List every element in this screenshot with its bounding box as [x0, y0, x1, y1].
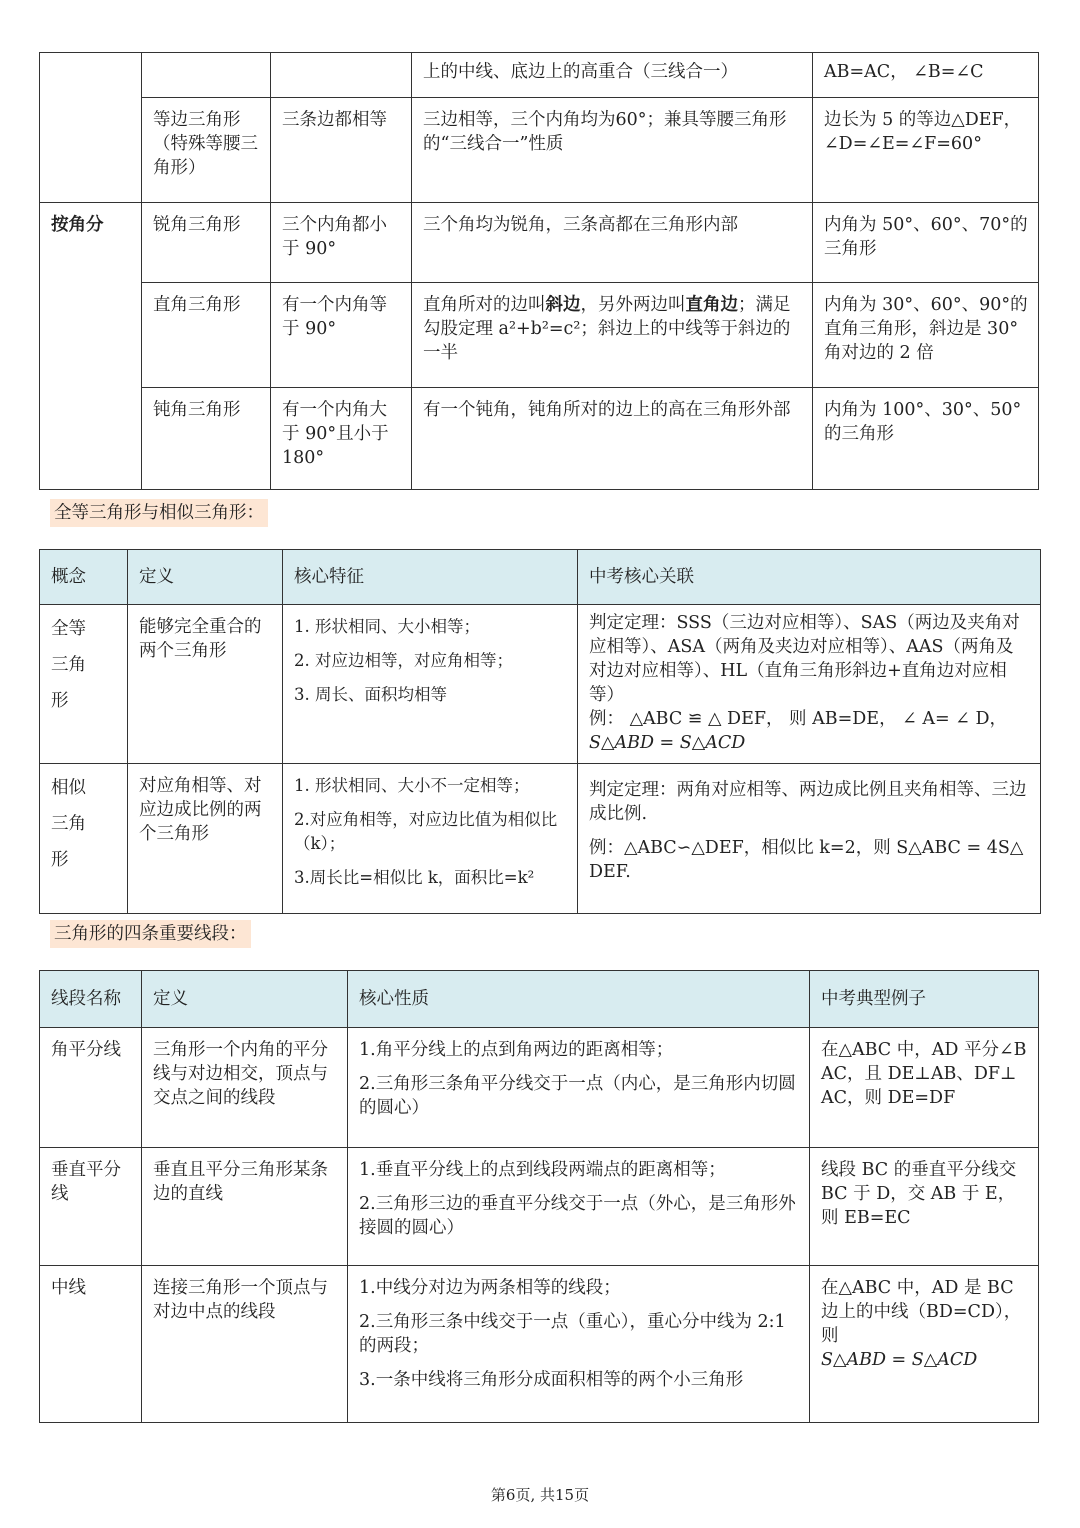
definition-cell: 有一个内角等于 90°: [271, 283, 412, 388]
definition-cell: 连接三角形一个顶点与对边中点的线段: [142, 1266, 348, 1423]
leg-term: 直角边: [685, 295, 738, 315]
exam-link-cell: 判定定理：SSS（三边对应相等）、SAS（两边及夹角对应相等）、ASA（两角及夹边对应相等）、AAS（两角及对边对应相等）、HL（直角三角形斜边+直角边对应相等） 例： △ABC ≌ △ DEF， 则 AB=DE， ∠ A= ∠ D， S△ABD = S△ACD: [578, 605, 1041, 764]
example-cell: 边长为 5 的等边△DEF，∠D=∠E=∠F=60°: [813, 98, 1039, 203]
property-cell: 上的中线、底边上的高重合（三线合一）: [412, 53, 813, 98]
properties-cell: 1.角平分线上的点到角两边的距离相等； 2.三角形三条角平分线交于一点（内心，是三角形内切圆的圆心）: [348, 1028, 810, 1148]
example-cell: 内角为 50°、60°、70°的三角形: [813, 203, 1039, 283]
area-formula: S△ABD = S△ACD: [589, 733, 746, 753]
property-cell: 直角所对的边叫斜边，另外两边叫直角边；满足勾股定理 a²+b²=c²；斜边上的中线等于斜边的一半: [412, 283, 813, 388]
definition-cell: 三角形一个内角的平分线与对边相交，顶点与交点之间的线段: [142, 1028, 348, 1148]
type-name-cell: 等边三角形（特殊等腰三角形）: [142, 98, 271, 203]
congruent-similar-table: [39, 549, 1041, 914]
header-definition: 定义: [142, 971, 348, 1028]
header-exam-link: 中考核心关联: [578, 550, 1041, 605]
property-cell: 三边相等，三个内角均为60°；兼具等腰三角形的“三线合一”性质: [412, 98, 813, 203]
header-features: 核心特征: [283, 550, 578, 605]
section-heading-congruent-similar: 全等三角形与相似三角形：: [50, 499, 268, 527]
header-examples: 中考典型例子: [810, 971, 1039, 1028]
definition-cell: [271, 53, 412, 98]
section-heading-four-segments: 三角形的四条重要线段：: [50, 920, 251, 948]
properties-cell: 1.垂直平分线上的点到线段两端点的距离相等； 2.三角形三边的垂直平分线交于一点（外心，是三角形外接圆的圆心）: [348, 1148, 810, 1266]
definition-cell: 垂直且平分三角形某条边的直线: [142, 1148, 348, 1266]
example-cell: 在△ABC 中，AD 平分∠BAC，且 DE⊥AB、DF⊥AC，则 DE=DF: [810, 1028, 1039, 1148]
property-cell: 三个角均为锐角，三条高都在三角形内部: [412, 203, 813, 283]
example-cell: 内角为 30°、60°、90°的直角三角形，斜边是 30°角对边的 2 倍: [813, 283, 1039, 388]
example-cell: AB=AC， ∠B=∠C: [813, 53, 1039, 98]
header-segment-name: 线段名称: [40, 971, 142, 1028]
definition-cell: 三条边都相等: [271, 98, 412, 203]
segment-name-cell: 中线: [40, 1266, 142, 1423]
example-cell: 在△ABC 中，AD 是 BC 边上的中线（BD=CD），则 S△ABD = S△ACD: [810, 1266, 1039, 1423]
property-cell: 有一个钝角，钝角所对的边上的高在三角形外部: [412, 388, 813, 490]
type-name-cell: 锐角三角形: [142, 203, 271, 283]
definition-cell: 有一个内角大于 90°且小于 180°: [271, 388, 412, 490]
type-name-cell: 直角三角形: [142, 283, 271, 388]
segment-name-cell: 角平分线: [40, 1028, 142, 1148]
page-footer: 第6页, 共15页: [490, 1486, 590, 1504]
definition-cell: 对应角相等、对应边成比例的两个三角形: [128, 764, 283, 914]
definition-cell: 三个内角都小于 90°: [271, 203, 412, 283]
type-name-cell: 钝角三角形: [142, 388, 271, 490]
hypotenuse-term: 斜边: [545, 295, 581, 315]
properties-cell: 1.中线分对边为两条相等的线段； 2.三角形三条中线交于一点（重心），重心分中线为 2:1 的两段； 3.一条中线将三角形分成面积相等的两个小三角形: [348, 1266, 810, 1423]
header-properties: 核心性质: [348, 971, 810, 1028]
type-name-cell: [142, 53, 271, 98]
example-cell: 内角为 100°、30°、50°的三角形: [813, 388, 1039, 490]
definition-cell: 能够完全重合的两个三角形: [128, 605, 283, 764]
important-segments-table: [39, 970, 1039, 1423]
category-cell: 按角分: [40, 203, 142, 490]
concept-cell: 全等三角形: [40, 605, 128, 764]
features-cell: 1. 形状相同、大小相等； 2. 对应边相等，对应角相等； 3. 周长、面积均相等: [283, 605, 578, 764]
header-concept: 概念: [40, 550, 128, 605]
features-cell: 1. 形状相同、大小不一定相等； 2.对应角相等，对应边比值为相似比（k）； 3.周长比=相似比 k，面积比=k²: [283, 764, 578, 914]
segment-name-cell: 垂直平分线: [40, 1148, 142, 1266]
exam-link-cell: 判定定理：两角对应相等、两边成比例且夹角相等、三边成比例. 例：△ABC∽△DEF，相似比 k=2，则 S△ABC = 4S△DEF.: [578, 764, 1041, 914]
classification-table: [39, 52, 1039, 490]
header-definition: 定义: [128, 550, 283, 605]
example-cell: 线段 BC 的垂直平分线交 BC 于 D，交 AB 于 E，则 EB=EC: [810, 1148, 1039, 1266]
category-cell: [40, 53, 142, 203]
concept-cell: 相似三角形: [40, 764, 128, 914]
area-formula: S△ABD = S△ACD: [821, 1350, 978, 1370]
